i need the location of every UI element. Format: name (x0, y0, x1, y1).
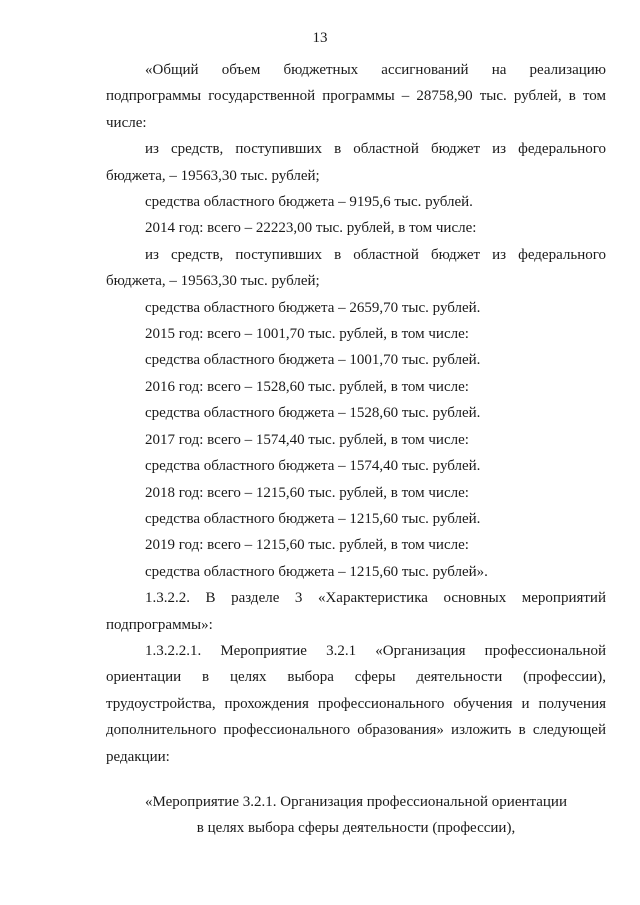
paragraph-regional-funds-2014: средства областного бюджета – 2659,70 тыс. рублей. (145, 299, 481, 316)
paragraph-measure-3-2-1 (106, 638, 606, 770)
paragraph-year-2017: 2017 год: всего – 1574,40 тыс. рублей, в том числе: (145, 431, 469, 448)
paragraph-regional-funds-2017: средства областного бюджета – 1574,40 тыс. рублей. (145, 458, 481, 475)
paragraph-year-2018: 2018 год: всего – 1215,60 тыс. рублей, в том числе: (145, 484, 469, 501)
text-line: бюджета, – 19563,30 тыс. рублей; (106, 167, 320, 184)
paragraph-regional-funds: средства областного бюджета – 9195,6 тыс. рублей. (145, 194, 473, 211)
paragraph-year-2015: 2015 год: всего – 1001,70 тыс. рублей, в том числе: (145, 326, 469, 343)
paragraph-federal-funds (106, 136, 606, 189)
text-line: 1.3.2.2. В разделе 3 «Характеристика основных мероприятий (145, 590, 606, 607)
paragraph-regional-funds-2016: средства областного бюджета – 1528,60 тыс. рублей. (145, 405, 481, 422)
text-line: бюджета, – 19563,30 тыс. рублей; (106, 273, 320, 290)
paragraph-total-allocation (106, 57, 606, 136)
text-line: трудоустройства, прохождения профессионального обучения и получения (106, 695, 606, 712)
paragraph-regional-funds-2015: средства областного бюджета – 1001,70 тыс. рублей. (145, 352, 481, 369)
paragraph-year-2019: 2019 год: всего – 1215,60 тыс. рублей, в том числе: (145, 537, 469, 554)
text-line: 1.3.2.2.1. Мероприятие 3.2.1 «Организация профессиональной (145, 642, 606, 659)
text-line: подпрограммы государственной программы – 28758,90 тыс. рублей, в том (106, 88, 606, 105)
text-line: ориентации в целях выбора сферы деятельности (профессии), (106, 669, 606, 686)
text-line: числе: (106, 114, 147, 131)
paragraph-federal-funds-2014 (106, 242, 606, 295)
page-number: 13 (312, 30, 328, 46)
measure-heading-line-1: «Мероприятие 3.2.1. Организация профессиональной ориентации (145, 794, 567, 810)
paragraph-regional-funds-2019: средства областного бюджета – 1215,60 тыс. рублей». (145, 563, 488, 580)
text-line: «Общий объем бюджетных ассигнований на реализацию (145, 62, 606, 78)
text-line: дополнительного профессионального образования» изложить в следующей (106, 722, 606, 739)
text-line: редакции: (106, 748, 170, 765)
measure-heading-line-2: в целях выбора сферы деятельности (профессии), (196, 820, 516, 836)
text-line: из средств, поступивших в областной бюджет из федерального (145, 246, 606, 263)
paragraph-section-3-amendment (106, 585, 606, 638)
document-body (106, 57, 606, 770)
text-line: подпрограммы»: (106, 616, 213, 633)
text-line: из средств, поступивших в областной бюджет из федерального (145, 141, 606, 158)
paragraph-year-2016: 2016 год: всего – 1528,60 тыс. рублей, в том числе: (145, 378, 469, 395)
paragraph-regional-funds-2018: средства областного бюджета – 1215,60 тыс. рублей. (145, 510, 481, 527)
paragraph-year-2014: 2014 год: всего – 22223,00 тыс. рублей, в том числе: (145, 220, 477, 237)
